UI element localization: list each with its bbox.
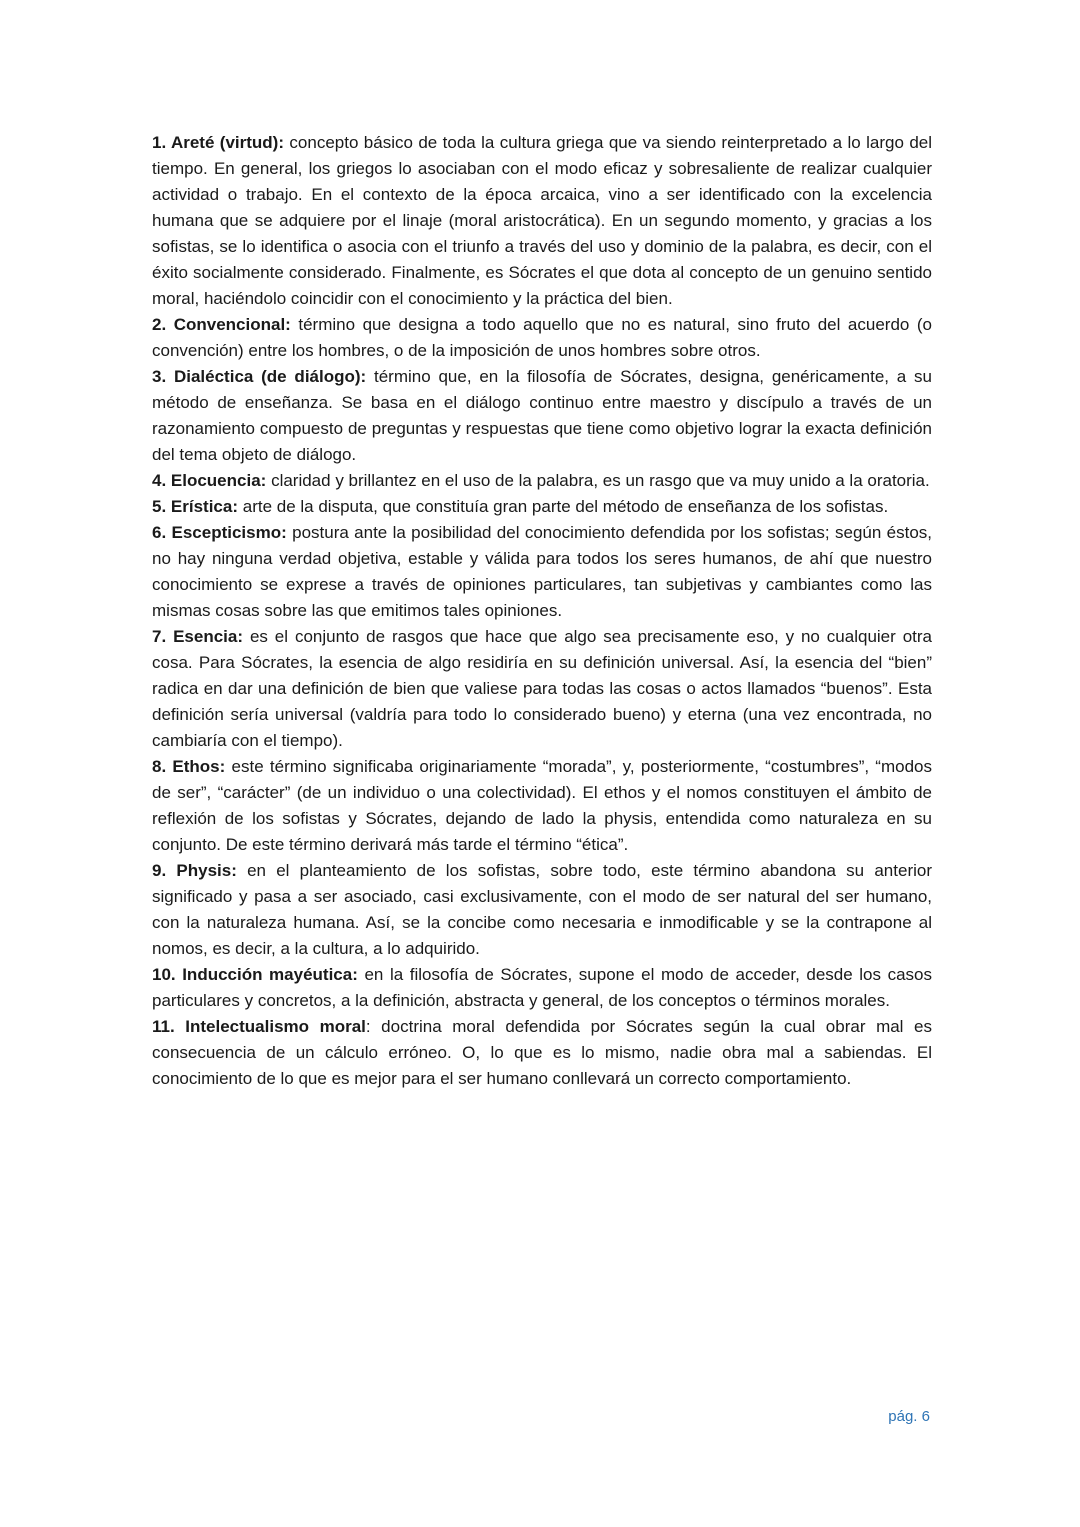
definition-text: término que designa a todo aquello que no es natural, sino fruto del acuerdo (o convención) entre los hombres, o de la imposición de unos hombres sobre otros.: [152, 315, 932, 360]
glossary-item: [152, 130, 932, 312]
definition-text: en la filosofía de Sócrates, supone el modo de acceder, desde los casos particulares y concretos, a la definición, abstracta y general, de los conceptos o términos morales.: [152, 965, 932, 1010]
term-label: 10. Inducción mayéutica:: [152, 965, 358, 984]
term-label: 11. Intelectualismo moral: [152, 1017, 366, 1036]
definition-text: este término significaba originariamente “morada”, y, posteriormente, “costumbres”, “modos de ser”, “carácter” (de un individuo o una colectividad). El ethos y el nomos constituyen el ámbito de reflexión de los sofistas y Sócrates, dejando de lado la physis, entendida como naturaleza en su conjunto. De este término derivará más tarde el término “ética”.: [152, 757, 932, 854]
definition-text: es el conjunto de rasgos que hace que algo sea precisamente eso, y no cualquier otra cosa. Para Sócrates, la esencia de algo residiría en su definición universal. Así, la esencia del “bien” radica en dar una definición de bien que valiese para todas las cosas o actos llamados “buenos”. Esta definición sería universal (valdría para todo lo considerado bueno) y eterna (una vez encontrada, no cambiaría con el tiempo).: [152, 627, 932, 750]
definition-text: : doctrina moral defendida por Sócrates según la cual obrar mal es consecuencia de un cálculo erróneo. O, lo que es lo mismo, nadie obra mal a sabiendas. El conocimiento de lo que es mejor para el ser humano conllevará un correcto comportamiento.: [152, 1017, 932, 1088]
definition-text: claridad y brillantez en el uso de la palabra, es un rasgo que va muy unido a la oratoria.: [271, 471, 930, 490]
glossary-item: [152, 962, 932, 1014]
glossary-item: [152, 520, 932, 624]
glossary-item: [152, 1014, 932, 1092]
term-label: 1. Areté (virtud):: [152, 133, 285, 152]
term-label: 8. Ethos:: [152, 757, 226, 776]
term-label: 5. Erística:: [152, 497, 238, 516]
term-label: 4. Elocuencia:: [152, 471, 267, 490]
page-number: pág. 6: [888, 1408, 930, 1425]
definition-text: concepto básico de toda la cultura griega que va siendo reinterpretado a lo largo del tiempo. En general, los griegos lo asociaban con el modo eficaz y sobresaliente de realizar cualquier actividad o trabajo. En el contexto de la época arcaica, vino a ser identificado con la excelencia humana que se adquiere por el linaje (moral aristocrática). En un segundo momento, y gracias a los sofistas, se lo identifica o asocia con el triunfo a través del uso y dominio de la palabra, es decir, con el éxito socialmente considerado. Finalmente, es Sócrates el que dota al concepto de un genuino sentido moral, haciéndolo coincidir con el conocimiento y la práctica del bien.: [152, 133, 933, 308]
glossary-item: [152, 364, 932, 468]
term-label: 9. Physis:: [152, 861, 237, 880]
term-label: 3. Dialéctica (de diálogo):: [152, 367, 367, 386]
glossary-item: [152, 754, 932, 858]
term-label: 7. Esencia:: [152, 627, 244, 646]
definition-text: arte de la disputa, que constituía gran parte del método de enseñanza de los sofistas.: [242, 497, 889, 516]
glossary-item: [152, 468, 932, 494]
glossary-content: [152, 130, 932, 1092]
glossary-item: [152, 624, 932, 754]
definition-text: postura ante la posibilidad del conocimiento defendida por los sofistas; según éstos, no hay ninguna verdad objetiva, estable y válida para todos los seres humanos, de ahí que nuestro conocimiento se exprese a través de opiniones particulares, tan subjetivas y cambiantes como las mismas cosas sobre las que emitimos tales opiniones.: [152, 523, 932, 620]
term-label: 6. Escepticismo:: [152, 523, 287, 542]
glossary-item: [152, 858, 932, 962]
definition-text: en el planteamiento de los sofistas, sobre todo, este término abandona su anterior significado y pasa a ser asociado, casi exclusivamente, con el modo de ser natural del ser humano, con la naturaleza humana. Así, se la concibe como necesaria e inmodificable y se la contrapone al nomos, es decir, a la cultura, a lo adquirido.: [152, 861, 932, 958]
definition-text: término que, en la filosofía de Sócrates, designa, genéricamente, a su método de enseñanza. Se basa en el diálogo continuo entre maestro y discípulo a través de un razonamiento compuesto de preguntas y respuestas que tiene como objetivo lograr la exacta definición del tema objeto de diálogo.: [152, 367, 932, 464]
glossary-item: [152, 494, 932, 520]
glossary-item: [152, 312, 932, 364]
term-label: 2. Convencional:: [152, 315, 291, 334]
